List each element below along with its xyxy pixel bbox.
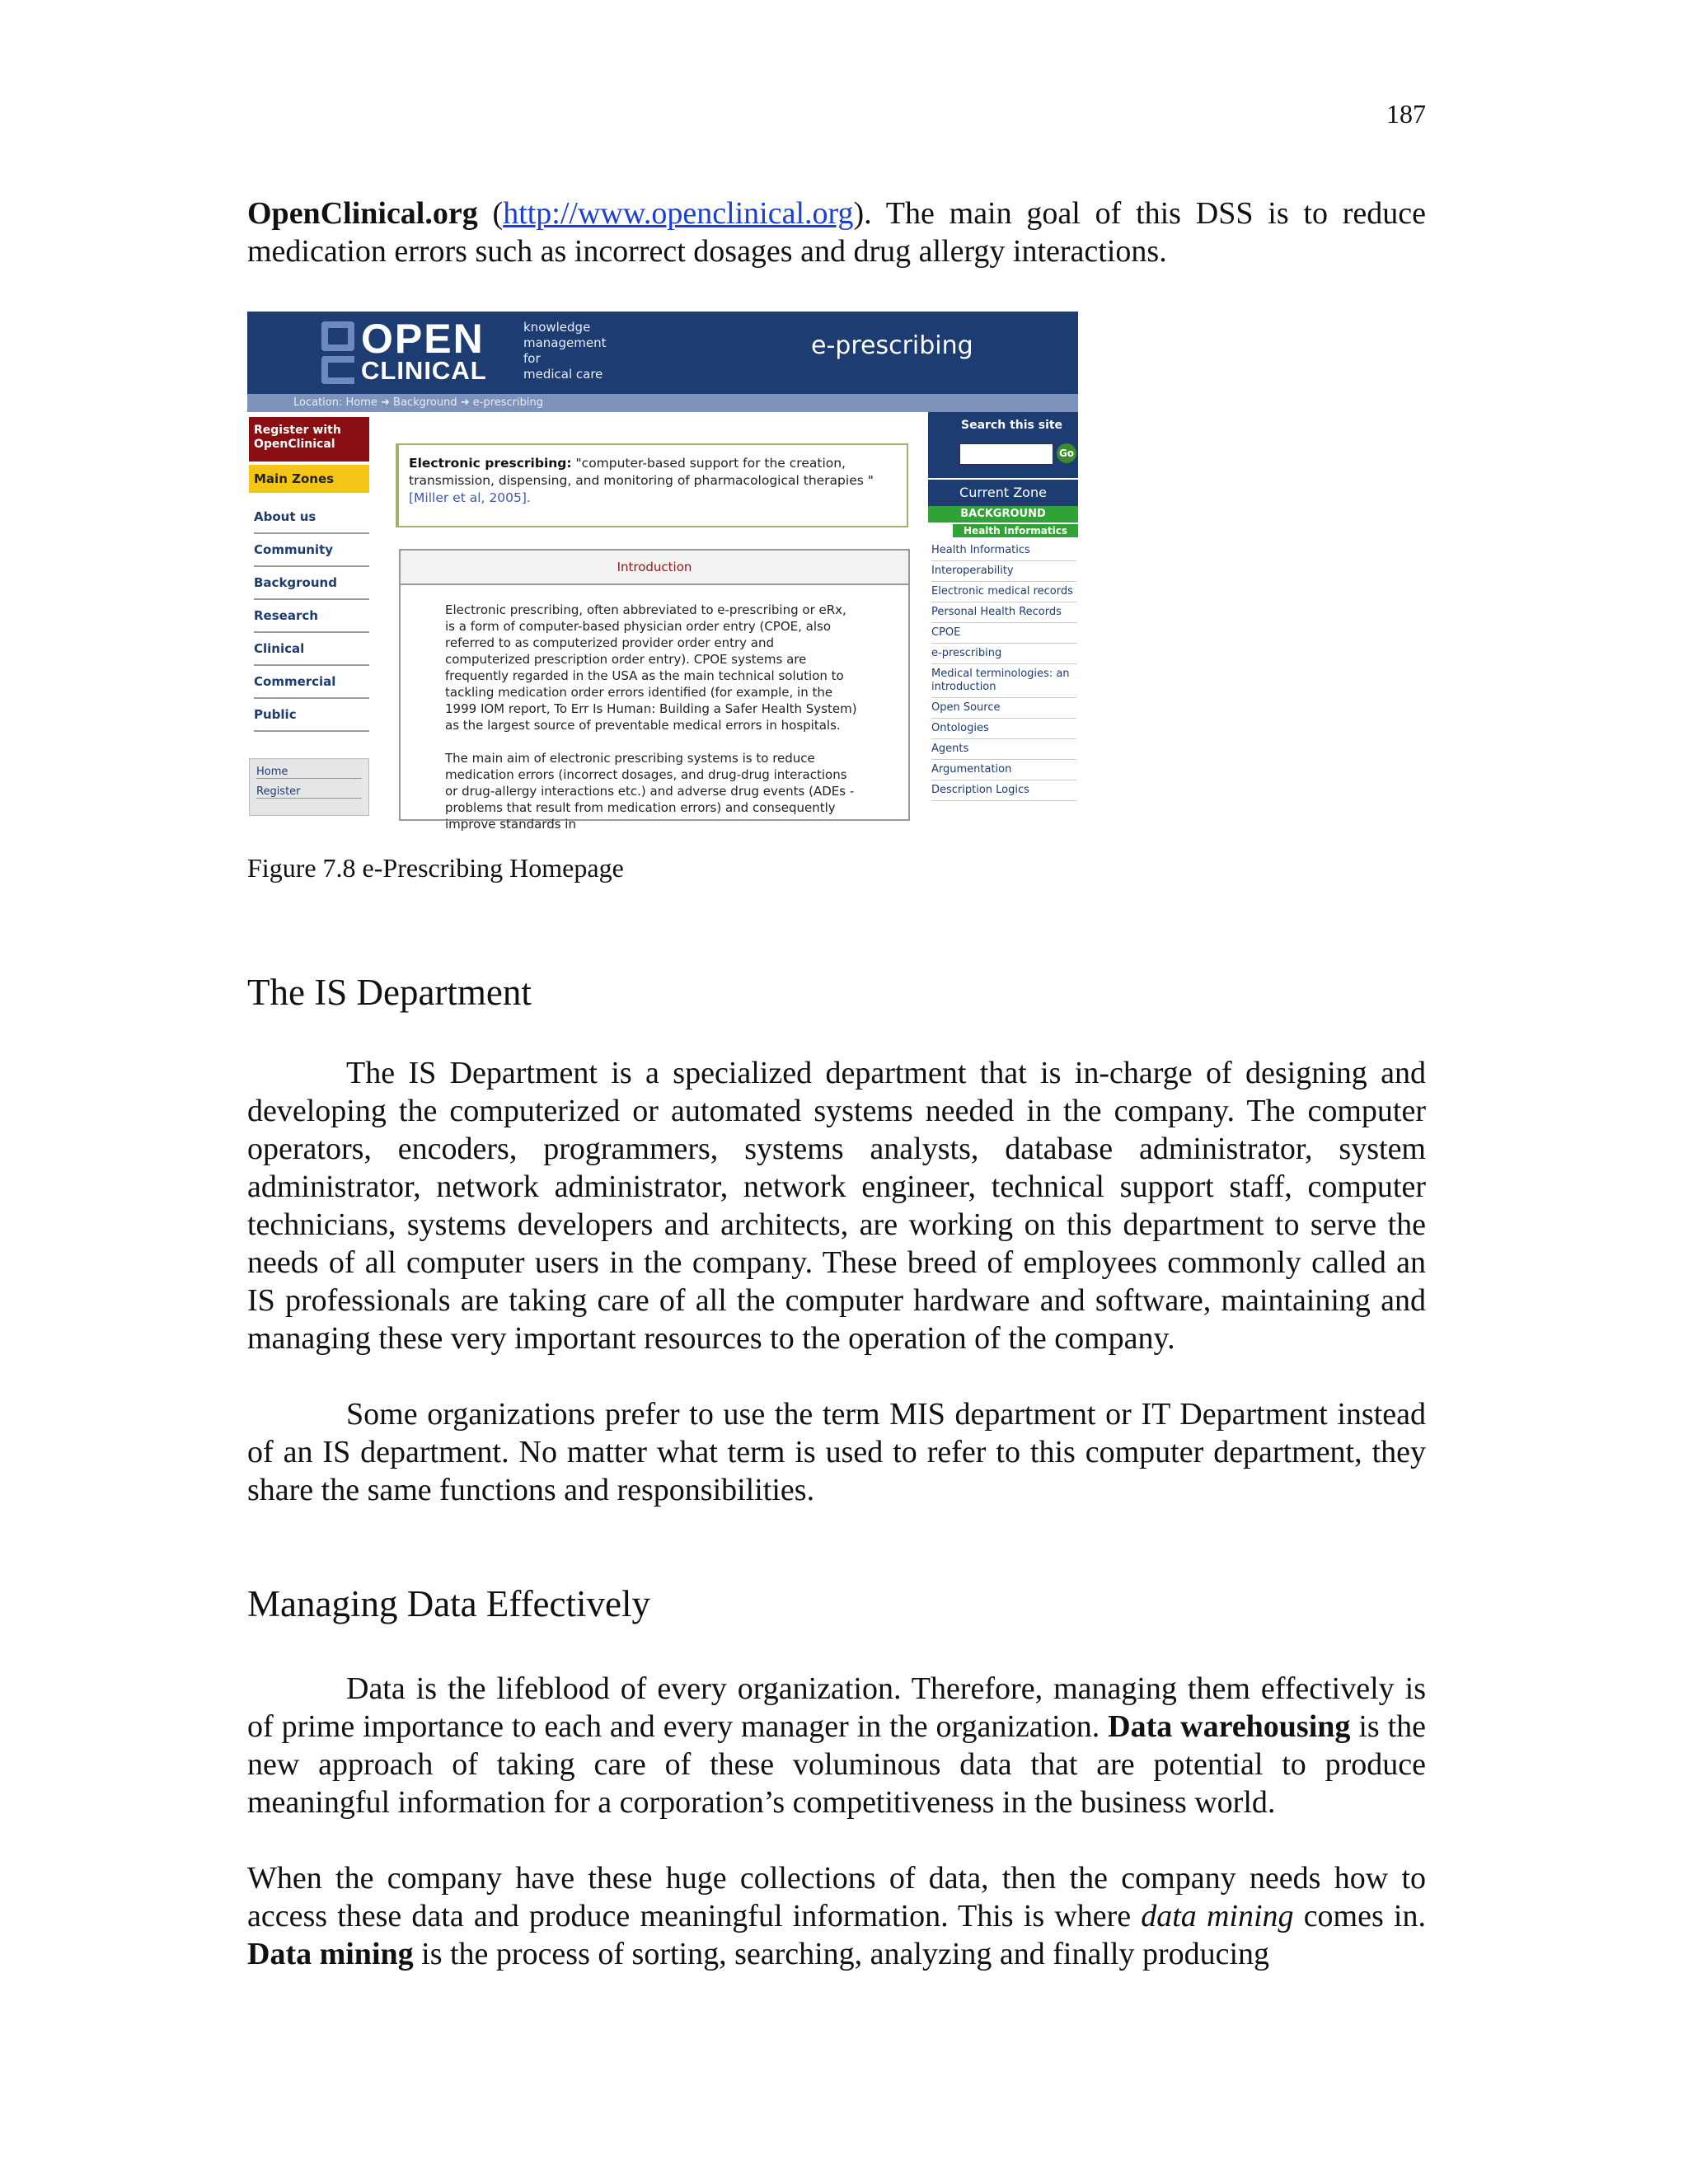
term-data-mining-italic: data mining xyxy=(1141,1899,1294,1933)
zone-link[interactable]: e-prescribing xyxy=(931,644,1076,664)
definition-term: Electronic prescribing: xyxy=(409,456,572,471)
zone-link[interactable]: Ontologies xyxy=(931,719,1076,739)
zone-health-informatics-badge[interactable]: Health Informatics xyxy=(953,524,1078,537)
section-heading-managing-data: Managing Data Effectively xyxy=(247,1583,650,1624)
subnav-register[interactable]: Register xyxy=(256,785,362,799)
right-column xyxy=(928,412,1078,811)
zone-link[interactable]: Description Logics xyxy=(931,780,1076,801)
main-zones-label: Main Zones xyxy=(249,465,369,493)
nav-item-clinical[interactable]: Clinical xyxy=(254,633,369,666)
openclinical-logo xyxy=(321,316,511,386)
eprescribing-screenshot xyxy=(247,312,1078,832)
zone-link[interactable]: Argumentation xyxy=(931,760,1076,780)
nav-item-community[interactable]: Community xyxy=(254,534,369,567)
zone-link[interactable]: Personal Health Records xyxy=(931,602,1076,623)
introduction-box xyxy=(399,549,910,832)
section-heading-is-department: The IS Department xyxy=(247,972,532,1013)
managing-data-paragraph-2 xyxy=(247,1859,1426,1973)
content-area xyxy=(371,412,948,832)
introduction-heading: Introduction xyxy=(401,551,908,585)
nav-item-commercial[interactable]: Commercial xyxy=(254,666,369,699)
para-text: is the new approach of taking care of these voluminous data that are potential to produce meaningful information for a corporation’s competitiveness in the business world. xyxy=(247,1709,1426,1820)
nav-item-public[interactable]: Public xyxy=(254,699,369,732)
zone-link[interactable]: Interoperability xyxy=(931,561,1076,582)
logo-clinical-text: CLINICAL xyxy=(361,356,487,385)
search-label: Search this site xyxy=(961,419,1063,432)
logo-tagline xyxy=(523,320,614,382)
zone-link[interactable]: Agents xyxy=(931,739,1076,760)
header-title: e-prescribing xyxy=(811,331,973,360)
site-header xyxy=(247,312,1078,394)
site-name: OpenClinical.org xyxy=(247,196,478,231)
logo-open-text: OPEN xyxy=(361,316,485,362)
term-data-warehousing: Data warehousing xyxy=(1108,1709,1351,1744)
intro-rest: ). The main goal of this DSS is to reduce medication errors such as incorrect dosages and drug allergy interactions. xyxy=(247,196,1427,269)
intro-paragraph-1: Electronic prescribing, often abbreviated to e-prescribing or eRx, is a form of computer-based physician order entry (CPOE, also referred to as computerized provider order entry and computerized prescription order entry). CPOE systems are frequently regarded in the USA as the main technical solution to tackling medication order errors identified (for example, in the 1999 IOM report, To Err Is Human: Building a Safer Health System) as the largest source of preventable medical errors in hospitals. xyxy=(445,602,857,733)
zone-link[interactable]: Electronic medical records xyxy=(931,582,1076,602)
zone-links-list xyxy=(931,541,1076,801)
left-navigation xyxy=(247,412,371,811)
figure-caption: Figure 7.8 e-Prescribing Homepage xyxy=(247,853,624,883)
subnav-home[interactable]: Home xyxy=(256,766,362,779)
nav-item-research[interactable]: Research xyxy=(254,600,369,633)
is-department-paragraph-1: The IS Department is a specialized department that is in-charge of designing and developing the computerized or automated systems needed in the company. The computer operators, encoders, programmers, systems analysts, database administrator, system administrator, network administrator, network engineer, technical support staff, computer technicians, systems developers and architects, are working on this department to serve the needs of all computer users in the company. These breed of employees commonly called an IS professionals are taking care of all the computer hardware and software, maintaining and managing these very important resources to the operation of the company. xyxy=(247,1056,1426,1356)
para-text: Data is the lifeblood of every organization. Therefore, managing them effectively is of prime importance to each and every manager in the organization. xyxy=(247,1671,1426,1744)
tagline-line: medical care xyxy=(523,367,603,382)
go-button[interactable]: Go xyxy=(1057,443,1076,463)
definition-citation-link[interactable]: [Miller et al, 2005]. xyxy=(409,490,531,505)
breadcrumb-text[interactable]: Location: Home ➜ Background ➜ e-prescribing xyxy=(293,396,543,409)
logo-bracket-icon xyxy=(321,356,354,384)
tagline-line: management xyxy=(523,335,607,350)
zone-link[interactable]: Medical terminologies: an introduction xyxy=(931,664,1076,698)
current-zone-label: Current Zone xyxy=(928,478,1078,506)
tagline-line: knowledge xyxy=(523,320,591,335)
definition-text: "computer-based support for the creation, transmission, dispensing, and monitoring of pharmacological therapies " xyxy=(409,456,874,488)
managing-data-paragraph-1 xyxy=(247,1670,1426,1821)
sub-navigation xyxy=(249,758,369,816)
intro-paragraph xyxy=(247,194,1426,270)
open-paren: ( xyxy=(477,196,504,231)
zone-link[interactable]: Open Source xyxy=(931,698,1076,719)
page-number: 187 xyxy=(1386,99,1426,129)
zone-link[interactable]: Health Informatics xyxy=(931,541,1076,561)
para-text: is the process of sorting, searching, analyzing and finally producing xyxy=(413,1937,1270,1971)
location-breadcrumb xyxy=(247,394,1078,412)
tagline-line: for xyxy=(523,351,541,366)
zone-link[interactable]: CPOE xyxy=(931,623,1076,644)
search-panel xyxy=(928,412,1078,478)
nav-item-about-us[interactable]: About us xyxy=(254,501,369,534)
para-text: comes in. xyxy=(1293,1899,1426,1933)
introduction-text xyxy=(445,602,857,832)
is-department-paragraph-2: Some organizations prefer to use the term MIS department or IT Department instead of an IS department. No matter what term is used to refer to this computer department, they share the same functions and responsibilities. xyxy=(247,1397,1426,1507)
definition-box xyxy=(396,443,908,527)
search-input[interactable] xyxy=(959,443,1053,465)
para-text: When the company have these huge collections of data, then the company needs how to access these data and produce meaningful information. This is where xyxy=(247,1861,1426,1933)
zone-background-badge[interactable]: BACKGROUND xyxy=(928,506,1078,523)
register-button[interactable]: Register with OpenClinical xyxy=(249,417,369,462)
site-url-link[interactable]: http://www.openclinical.org xyxy=(503,196,854,231)
intro-paragraph-2: The main aim of electronic prescribing systems is to reduce medication errors (incorrect dosages, and drug-drug interactions or drug-allergy interactions etc.) and adverse drug events (ADEs - problems that result from medication errors) and consequently improve standards in xyxy=(445,751,855,832)
logo-square-icon xyxy=(321,321,354,351)
nav-item-background[interactable]: Background xyxy=(254,567,369,600)
term-data-mining: Data mining xyxy=(247,1937,414,1971)
